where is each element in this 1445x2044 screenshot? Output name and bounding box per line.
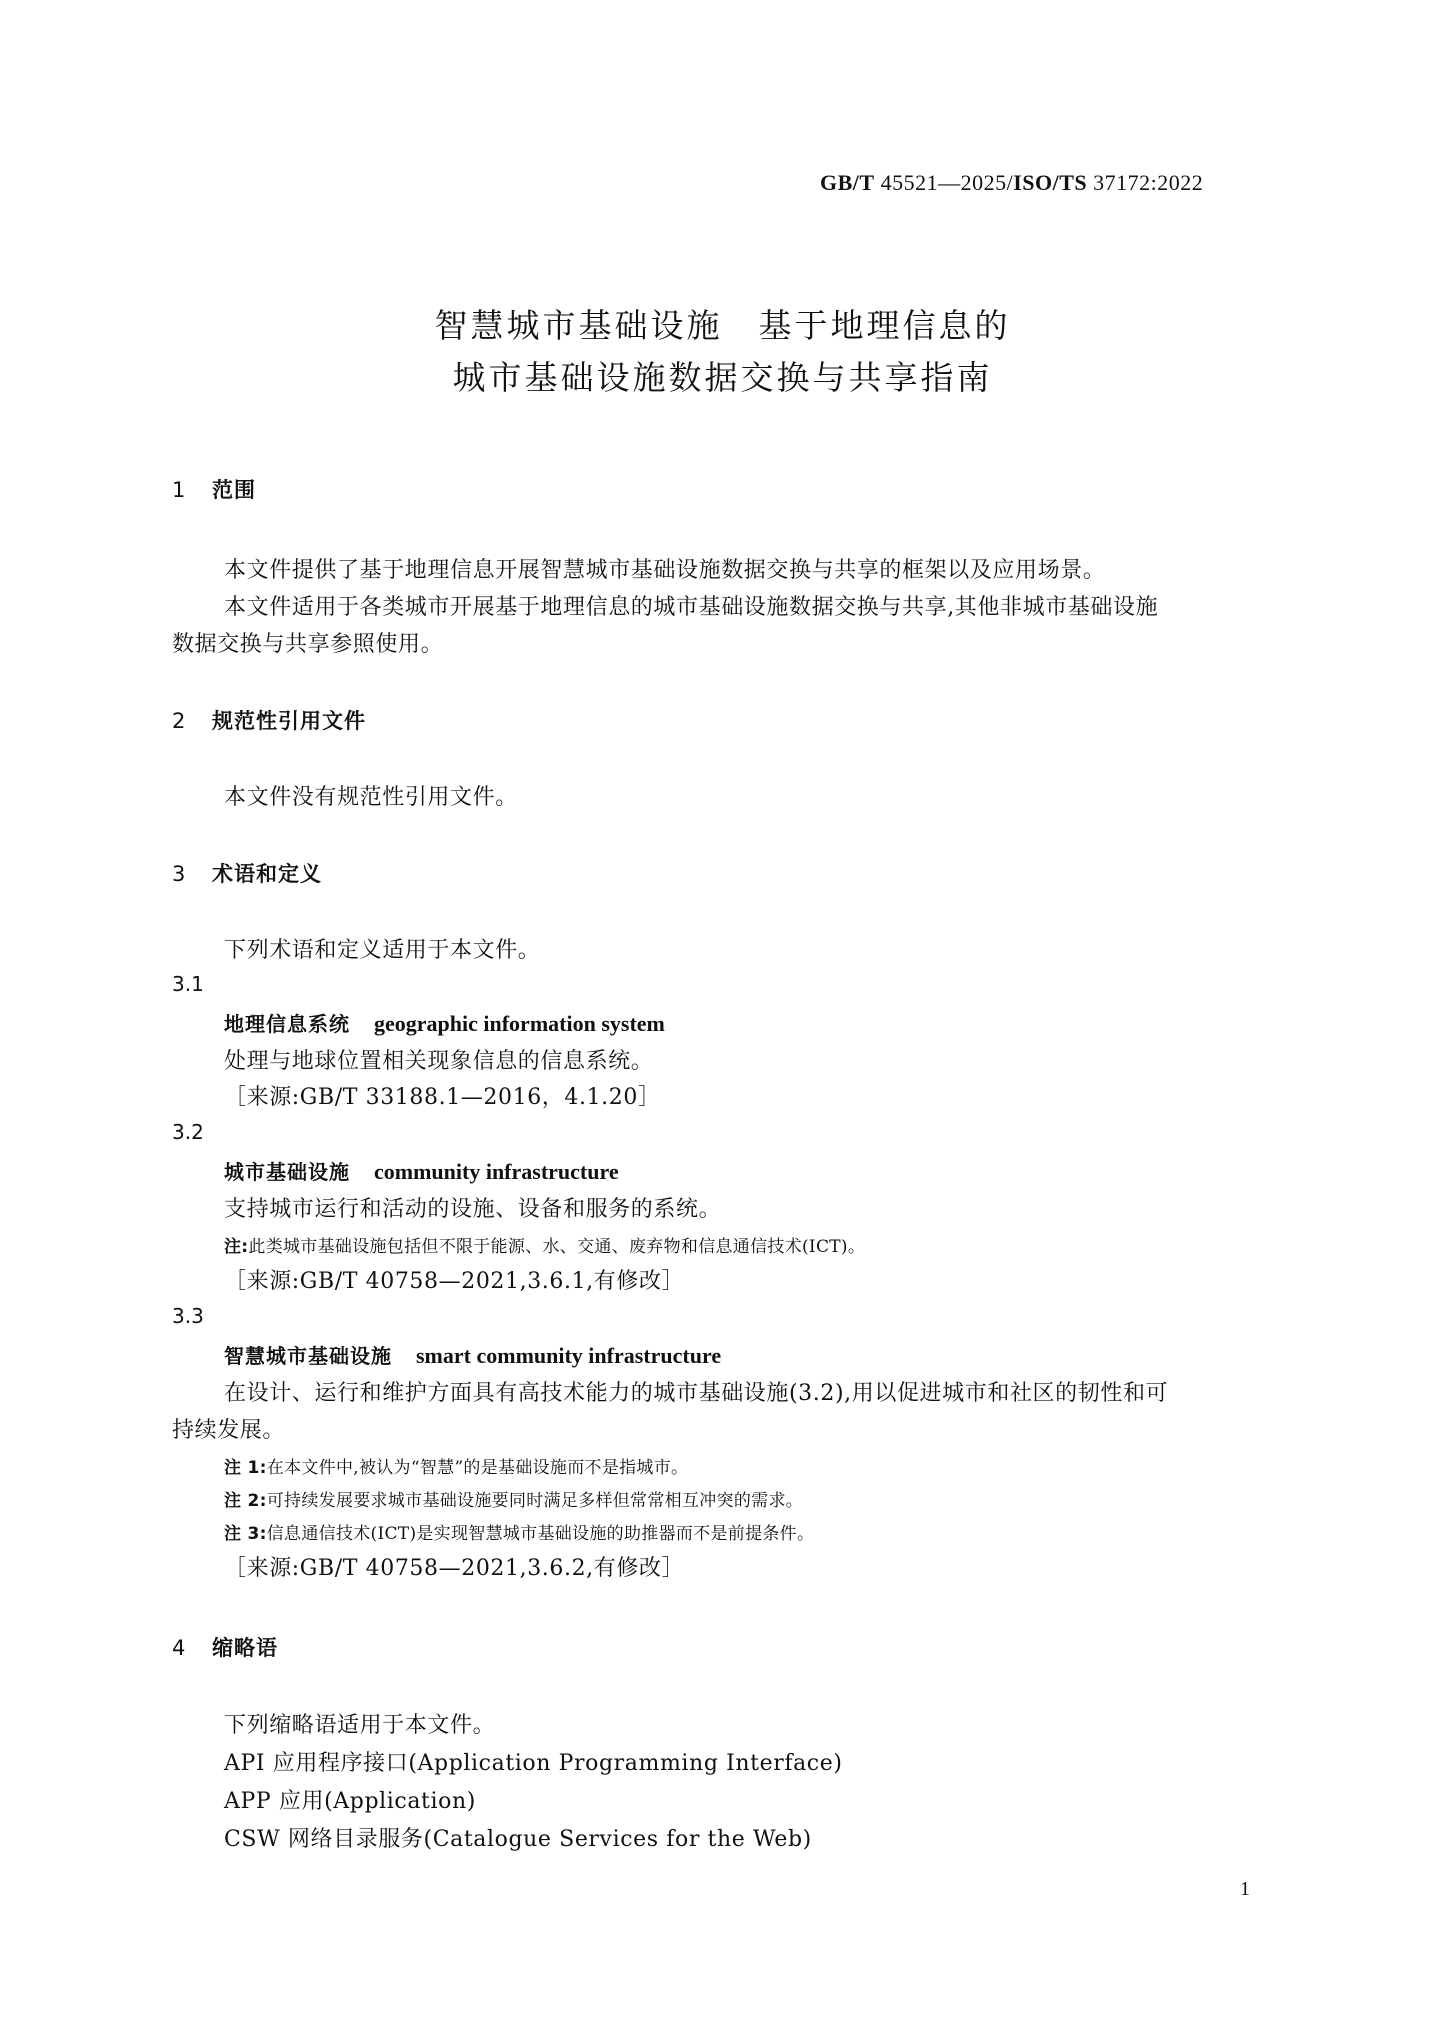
term-number: 3.1 xyxy=(172,972,204,996)
note-text: 在本文件中,被认为“智慧”的是基础设施而不是指城市。 xyxy=(266,1458,689,1478)
term-heading xyxy=(224,1156,619,1185)
section-title: 术语和定义 xyxy=(212,862,322,886)
term-source: ［来源:GB/T 33188.1—2016，4.1.20］ xyxy=(224,1085,661,1110)
term-source: ［来源:GB/T 40758—2021,3.6.2,有修改］ xyxy=(224,1556,685,1581)
abbreviation-item: API 应用程序接口(Application Programming Interface) xyxy=(224,1751,843,1776)
note-text: 此类城市基础设施包括但不限于能源、水、交通、废弃物和信息通信技术(ICT)。 xyxy=(248,1237,866,1257)
term-heading xyxy=(224,1008,665,1037)
doc-prefix: GB/T xyxy=(820,170,875,195)
term-number: 3.3 xyxy=(172,1304,204,1328)
section-title: 规范性引用文件 xyxy=(212,709,366,733)
term-source: ［来源:GB/T 40758—2021,3.6.1,有修改］ xyxy=(224,1269,685,1294)
paragraph: 下列术语和定义适用于本文件。 xyxy=(224,938,541,963)
abbreviation-item: CSW 网络目录服务(Catalogue Services for the Web) xyxy=(224,1827,812,1852)
note-text: 信息通信技术(ICT)是实现智慧城市基础设施的助推器而不是前提条件。 xyxy=(266,1524,815,1544)
term-definition: 在设计、运行和维护方面具有高技术能力的城市基础设施(3.2),用以促进城市和社区的韧性和可 xyxy=(224,1381,1169,1406)
section-number: 2 xyxy=(172,709,187,733)
note-label: 注 2: xyxy=(224,1491,267,1511)
term-zh: 智慧城市基础设施 xyxy=(224,1344,392,1368)
paragraph: 本文件没有规范性引用文件。 xyxy=(224,785,518,810)
note-text: 可持续发展要求城市基础设施要同时满足多样但常常相互冲突的需求。 xyxy=(266,1491,804,1511)
abbreviation-item: APP 应用(Application) xyxy=(224,1789,476,1814)
paragraph: 下列缩略语适用于本文件。 xyxy=(224,1713,496,1738)
section-2-heading xyxy=(172,705,366,735)
term-zh: 城市基础设施 xyxy=(224,1160,350,1184)
term-number: 3.2 xyxy=(172,1120,204,1144)
paragraph-continuation: 数据交换与共享参照使用。 xyxy=(172,632,444,657)
page-number: 1 xyxy=(1240,1878,1250,1900)
term-en: geographic information system xyxy=(374,1011,665,1036)
section-number: 4 xyxy=(172,1636,187,1660)
term-zh: 地理信息系统 xyxy=(224,1012,350,1036)
section-title: 缩略语 xyxy=(212,1636,278,1660)
term-en: community infrastructure xyxy=(374,1159,619,1184)
title-line-2: 城市基础设施数据交换与共享指南 xyxy=(452,358,993,397)
note xyxy=(224,1232,865,1257)
note xyxy=(224,1486,803,1511)
paragraph: 本文件提供了基于地理信息开展智慧城市基础设施数据交换与共享的框架以及应用场景。 xyxy=(224,558,1106,583)
doc-iso-number: 37172:2022 xyxy=(1087,170,1204,195)
term-definition-continuation: 持续发展。 xyxy=(172,1418,286,1443)
term-definition: 支持城市运行和活动的设施、设备和服务的系统。 xyxy=(224,1197,722,1222)
section-number: 3 xyxy=(172,862,187,886)
doc-number-main: 45521—2025/ xyxy=(874,170,1014,195)
note-label: 注 1: xyxy=(224,1458,267,1478)
document-number xyxy=(820,170,1203,196)
note xyxy=(224,1519,814,1544)
section-3-heading xyxy=(172,858,322,888)
section-1-heading xyxy=(172,474,256,504)
section-number: 1 xyxy=(172,478,187,502)
doc-iso-prefix: ISO/TS xyxy=(1013,170,1088,195)
section-title: 范围 xyxy=(212,478,256,502)
term-heading xyxy=(224,1340,721,1369)
term-en: smart community infrastructure xyxy=(416,1343,722,1368)
section-4-heading xyxy=(172,1632,278,1662)
note-label: 注 3: xyxy=(224,1524,267,1544)
title-line-1: 智慧城市基础设施 基于地理信息的 xyxy=(434,306,1011,345)
term-definition: 处理与地球位置相关现象信息的信息系统。 xyxy=(224,1049,654,1074)
note-label: 注: xyxy=(224,1237,249,1257)
paragraph: 本文件适用于各类城市开展基于地理信息的城市基础设施数据交换与共享,其他非城市基础设施 xyxy=(224,595,1159,620)
note xyxy=(224,1453,688,1478)
